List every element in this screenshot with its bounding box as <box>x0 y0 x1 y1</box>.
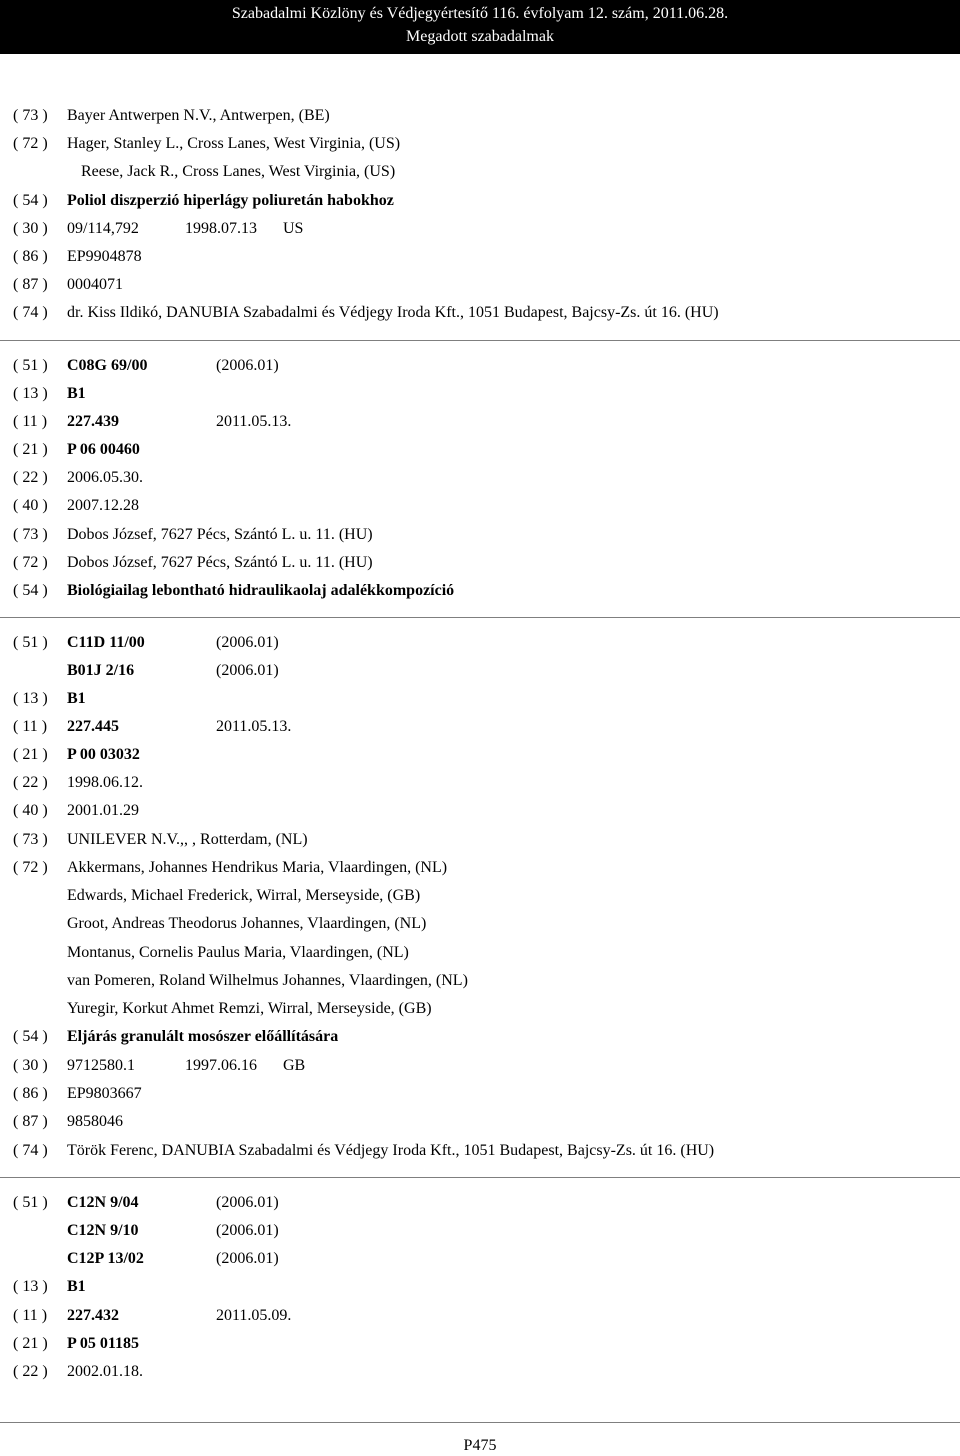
field-code: ( 22 ) <box>13 469 48 486</box>
representative: dr. Kiss Ildikó, DANUBIA Szabadalmi és Védjegy Iroda Kft., 1051 Budapest, Bajcsy-Zs. út 16. (HU) <box>67 304 719 321</box>
footer-divider <box>0 1422 960 1423</box>
field-code: ( 73 ) <box>13 107 48 124</box>
field-code: ( 40 ) <box>13 802 48 819</box>
grant-date: 2011.05.13. <box>216 413 292 430</box>
field-code: ( 30 ) <box>13 220 48 237</box>
doc-kind: B1 <box>67 1278 86 1295</box>
field-code: ( 87 ) <box>13 1113 48 1130</box>
inventor: Dobos József, 7627 Pécs, Szántó L. u. 11. (HU) <box>67 554 373 571</box>
entry-divider <box>0 1177 960 1178</box>
application-number: P 06 00460 <box>67 441 140 458</box>
field-code: ( 11 ) <box>13 413 48 430</box>
ipc-version: (2006.01) <box>216 1222 279 1239</box>
priority-number: 9712580.1 <box>67 1057 135 1074</box>
priority-number: 09/114,792 <box>67 220 139 237</box>
ipc-class: C11D 11/00 <box>67 634 145 651</box>
field-code: ( 73 ) <box>13 526 48 543</box>
field-code: ( 13 ) <box>13 385 48 402</box>
application-number: P 00 03032 <box>67 746 140 763</box>
priority-country: US <box>283 220 304 237</box>
field-code: ( 13 ) <box>13 690 48 707</box>
field-code: ( 74 ) <box>13 304 48 321</box>
owner: Dobos József, 7627 Pécs, Szántó L. u. 11. (HU) <box>67 526 373 543</box>
inventor: van Pomeren, Roland Wilhelmus Johannes, Vlaardingen, (NL) <box>67 972 468 989</box>
inventor: Montanus, Cornelis Paulus Maria, Vlaardingen, (NL) <box>67 944 409 961</box>
patent-number: 227.445 <box>67 718 119 735</box>
inventor: Reese, Jack R., Cross Lanes, West Virginia, (US) <box>81 163 396 180</box>
ep-number: EP9803667 <box>67 1085 142 1102</box>
field-code: ( 54 ) <box>13 192 48 209</box>
field-code: ( 72 ) <box>13 135 48 152</box>
field-code: ( 11 ) <box>13 1307 48 1324</box>
patent-number: 227.432 <box>67 1307 119 1324</box>
ipc-version: (2006.01) <box>216 1250 279 1267</box>
ipc-class: C08G 69/00 <box>67 357 148 374</box>
field-code: ( 30 ) <box>13 1057 48 1074</box>
field-code: ( 54 ) <box>13 1028 48 1045</box>
entry-divider <box>0 340 960 341</box>
page-number: P475 <box>463 1437 497 1454</box>
inventor: Akkermans, Johannes Hendrikus Maria, Vlaardingen, (NL) <box>67 859 448 876</box>
priority-country: GB <box>283 1057 306 1074</box>
field-code: ( 72 ) <box>13 859 48 876</box>
inventor: Yuregir, Korkut Ahmet Remzi, Wirral, Merseyside, (GB) <box>67 1000 432 1017</box>
publication-number: 0004071 <box>67 276 123 293</box>
field-code: ( 51 ) <box>13 634 48 651</box>
ipc-class: C12P 13/02 <box>67 1250 144 1267</box>
owner: Bayer Antwerpen N.V., Antwerpen, (BE) <box>67 107 330 124</box>
filing-date: 2002.01.18. <box>67 1363 143 1380</box>
field-code: ( 13 ) <box>13 1278 48 1295</box>
filing-date: 1998.06.12. <box>67 774 143 791</box>
filing-date: 2006.05.30. <box>67 469 143 486</box>
field-code: ( 22 ) <box>13 1363 48 1380</box>
field-code: ( 21 ) <box>13 746 48 763</box>
grant-date: 2011.05.09. <box>216 1307 292 1324</box>
publication-date: 2007.12.28 <box>67 497 139 514</box>
ipc-version: (2006.01) <box>216 662 279 679</box>
field-code: ( 86 ) <box>13 1085 48 1102</box>
doc-kind: B1 <box>67 385 86 402</box>
field-code: ( 51 ) <box>13 357 48 374</box>
journal-title: Szabadalmi Közlöny és Védjegyértesítő 116. évfolyam 12. szám, 2011.06.28. <box>231 5 729 22</box>
field-code: ( 22 ) <box>13 774 48 791</box>
inventor: Hager, Stanley L., Cross Lanes, West Virginia, (US) <box>67 135 401 152</box>
page-header <box>0 0 960 54</box>
representative: Török Ferenc, DANUBIA Szabadalmi és Védjegy Iroda Kft., 1051 Budapest, Bajcsy-Zs. út 16. (HU) <box>67 1142 715 1159</box>
publication-number: 9858046 <box>67 1113 123 1130</box>
doc-kind: B1 <box>67 690 86 707</box>
priority-date: 1997.06.16 <box>185 1057 257 1074</box>
field-code: ( 11 ) <box>13 718 48 735</box>
patent-title: Poliol diszperzió hiperlágy poliuretán habokhoz <box>67 192 394 209</box>
field-code: ( 21 ) <box>13 441 48 458</box>
inventor: Edwards, Michael Frederick, Wirral, Merseyside, (GB) <box>67 887 421 904</box>
section-title: Megadott szabadalmak <box>406 28 554 45</box>
field-code: ( 40 ) <box>13 497 48 514</box>
application-number: P 05 01185 <box>67 1335 140 1352</box>
ep-number: EP9904878 <box>67 248 142 265</box>
patent-title: Eljárás granulált mosószer előállítására <box>67 1028 339 1045</box>
field-code: ( 86 ) <box>13 248 48 265</box>
ipc-class: B01J 2/16 <box>67 662 135 679</box>
patent-title: Biológiailag lebontható hidraulikaolaj adalékkompozíció <box>67 582 455 599</box>
inventor: Groot, Andreas Theodorus Johannes, Vlaardingen, (NL) <box>67 915 427 932</box>
entry-divider <box>0 617 960 618</box>
owner: UNILEVER N.V.,, , Rotterdam, (NL) <box>67 831 308 848</box>
field-code: ( 51 ) <box>13 1194 48 1211</box>
ipc-version: (2006.01) <box>216 634 279 651</box>
ipc-version: (2006.01) <box>216 357 279 374</box>
field-code: ( 54 ) <box>13 582 48 599</box>
ipc-class: C12N 9/04 <box>67 1194 139 1211</box>
field-code: ( 73 ) <box>13 831 48 848</box>
field-code: ( 21 ) <box>13 1335 48 1352</box>
field-code: ( 72 ) <box>13 554 48 571</box>
ipc-class: C12N 9/10 <box>67 1222 139 1239</box>
field-code: ( 74 ) <box>13 1142 48 1159</box>
ipc-version: (2006.01) <box>216 1194 279 1211</box>
priority-date: 1998.07.13 <box>185 220 257 237</box>
field-code: ( 87 ) <box>13 276 48 293</box>
patent-number: 227.439 <box>67 413 119 430</box>
publication-date: 2001.01.29 <box>67 802 139 819</box>
grant-date: 2011.05.13. <box>216 718 292 735</box>
